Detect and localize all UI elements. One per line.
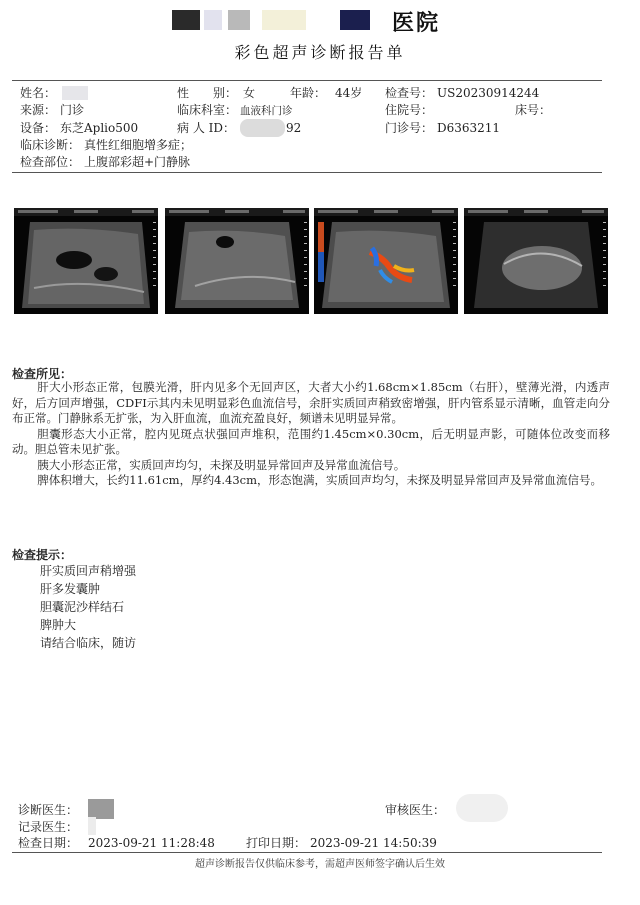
impression-list — [40, 562, 136, 652]
clinical-diagnosis-value: 真性红细胞增多症； — [84, 138, 193, 152]
gender-value: 女 — [243, 86, 256, 100]
outpatient-no-value: D6363211 — [437, 121, 501, 135]
ultrasound-image-1 — [14, 208, 158, 314]
source-value: 门诊 — [60, 103, 85, 117]
ultrasound-image-2 — [165, 208, 309, 314]
redacted-hospital-name-block-3 — [228, 10, 250, 30]
outpatient-no-label: 门诊号： — [385, 121, 434, 135]
redacted-recorder — [88, 817, 96, 835]
impression-heading: 检查提示： — [12, 548, 73, 562]
bed-label: 床号： — [515, 103, 552, 117]
redacted-hospital-name-block-2 — [204, 10, 222, 30]
redacted-doctor-signature — [88, 799, 114, 819]
gender-label: 性 别： — [177, 86, 238, 100]
report-disclaimer: 超声诊断报告仅供临床参考，需超声医师签字确认后生效 — [195, 859, 445, 870]
redacted-hospital-name-block-5 — [340, 10, 370, 30]
exam-date-value: 2023-09-21 11:28:48 — [88, 836, 215, 850]
clinical-diagnosis-label: 临床诊断： — [20, 138, 81, 152]
redacted-hospital-name-block-1 — [172, 10, 200, 30]
ultrasound-image-3-color-doppler — [314, 208, 458, 314]
exam-site-value: 上腹部彩超+门静脉 — [84, 155, 191, 169]
redacted-name — [62, 86, 88, 100]
source-label: 来源： — [20, 103, 57, 117]
impression-item: 脾肿大 — [40, 618, 77, 632]
findings-liver: 肝大小形态正常，包膜光滑，肝内见多个无回声区，大者大小约1.68cm×1.85cm（右肝），壁薄光滑，内透声好，后方回声增强，CDFI示其内未见明显彩色血流信号，余肝实质回声稍致密增强，肝内管系显示清晰，血管走向分布正常。门静脉系无扩张，为入肝血流，血流充盈良好，频谱未见明显异常。 — [12, 380, 610, 425]
exam-date-label: 检查日期： — [18, 836, 79, 850]
recorder-label: 记录医生： — [18, 820, 79, 834]
redacted-reviewer-signature — [456, 794, 508, 822]
hospital-name: 医院 — [392, 10, 441, 36]
print-date-label: 打印日期： — [246, 836, 307, 850]
print-date-value: 2023-09-21 14:50:39 — [310, 836, 437, 850]
report-title: 彩色超声诊断报告单 — [234, 43, 406, 62]
department-value: 血液科门诊 — [240, 105, 293, 117]
impression-item: 胆囊泥沙样结石 — [40, 600, 125, 614]
findings-spleen: 脾体积增大，长约11.61cm，厚约4.43cm，形态饱满，实质回声均匀，未探及明显异常回声及异常血流信号。 — [37, 473, 603, 487]
doctor-label: 诊断医生： — [18, 803, 79, 817]
device-label: 设备： — [20, 121, 57, 135]
findings-gallbladder: 胆囊形态大小正常，腔内见斑点状强回声堆积，范围约1.45cm×0.30cm，后无明显声影，可随体位改变而移动。胆总管未见扩张。 — [12, 426, 610, 456]
ultrasound-image-4 — [464, 208, 608, 314]
exam-no-value: US20230914244 — [437, 86, 540, 100]
findings-text — [12, 380, 610, 489]
age-value: 44岁 — [335, 86, 363, 100]
redacted-hospital-name-block-4 — [262, 10, 306, 30]
inpatient-no-label: 住院号： — [385, 103, 434, 117]
name-label: 姓名： — [20, 86, 57, 100]
impression-item: 肝多发囊肿 — [40, 582, 101, 596]
age-label: 年龄： — [290, 86, 327, 100]
findings-pancreas: 胰大小形态正常，实质回声均匀，未探及明显异常回声及异常血流信号。 — [37, 457, 406, 472]
patient-id-label: 病 人 ID： — [177, 121, 235, 135]
device-value: 东芝Aplio500 — [60, 121, 139, 135]
redacted-patient-id — [240, 119, 285, 137]
patient-id-tail: 92 — [286, 121, 302, 135]
department-label: 临床科室： — [177, 103, 238, 117]
impression-item: 肝实质回声稍增强 — [40, 564, 137, 578]
divider-footer — [12, 852, 602, 853]
divider-info — [12, 172, 602, 173]
findings-heading: 检查所见： — [12, 367, 73, 381]
exam-site-label: 检查部位： — [20, 155, 81, 169]
reviewer-label: 审核医生： — [385, 803, 446, 817]
divider-top — [12, 80, 602, 81]
exam-no-label: 检查号： — [385, 86, 434, 100]
impression-item: 请结合临床，随访 — [40, 636, 137, 650]
